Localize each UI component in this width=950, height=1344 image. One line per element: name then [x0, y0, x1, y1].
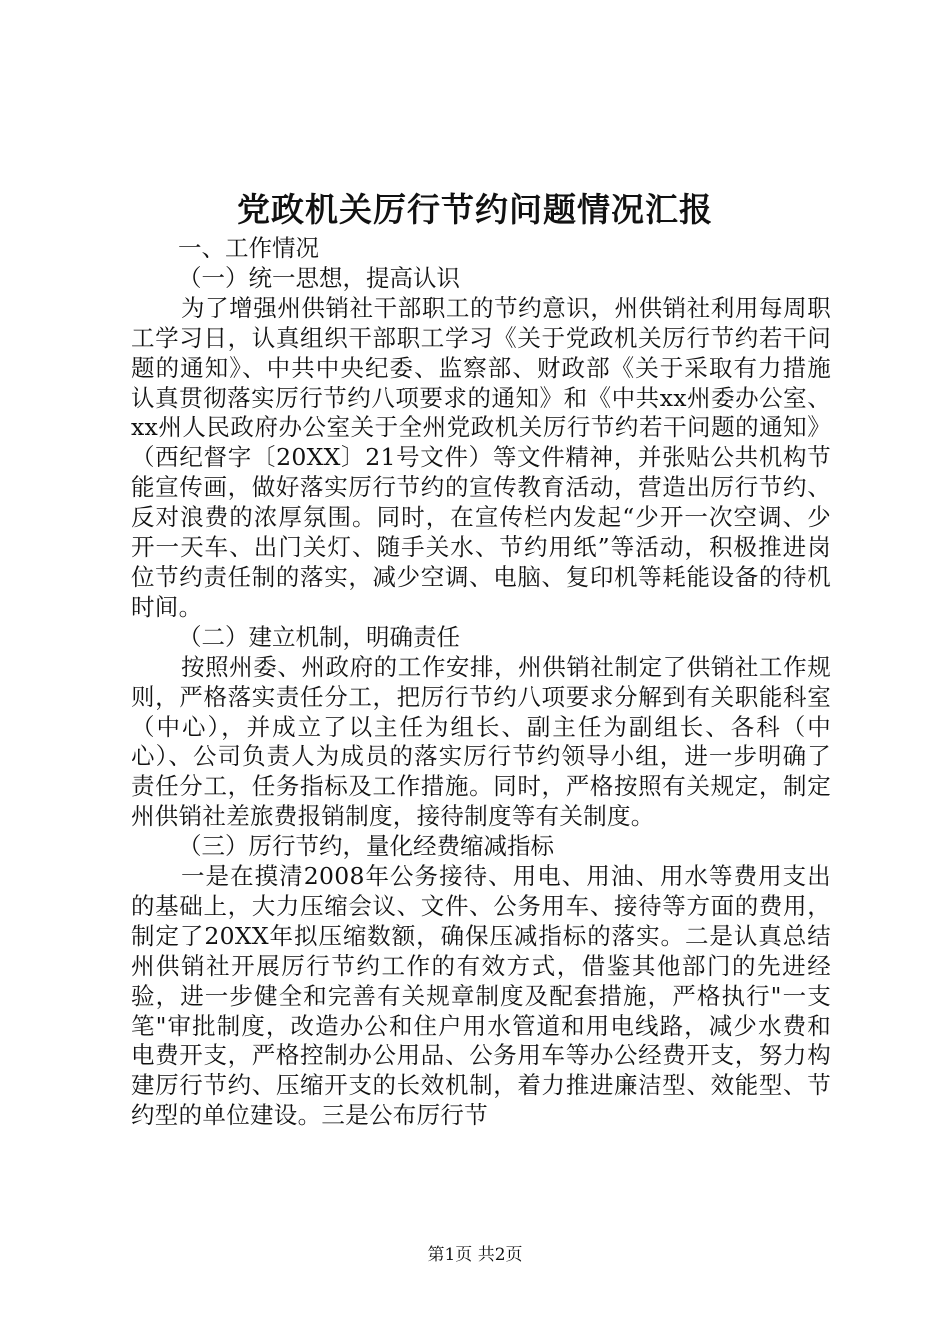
section-heading: 一、工作情况 — [178, 234, 319, 262]
subsection-heading: （二）建立机制，明确责任 — [178, 622, 460, 651]
page-footer: 第1页 共2页 — [427, 1245, 523, 1265]
subsection-heading: （三）厉行节约，量化经费缩减指标 — [178, 832, 554, 861]
paragraph: 为了增强州供销社干部职工的节约意识，州供销社利用每周职工学习日，认真组织干部职工学习《关于党政机关厉行节约若干问题的通知》、中共中央纪委、监察部、财政部《关于采取有力措施认真贯彻落实厉行节约八项要求的通知》和《中共xx州委办公室、xx州人民政府办公室关于全州党政机关厉行节约若干问题的通知》（西纪督字〔20XX〕21号文件）等文件精神，并张贴公共机构节能宣传画，做好落实厉行节约的宣传教育活动，营造出厉行节约、反对浪费的浓厚氛围。同时，在宣传栏内发起“少开一次空调、少开一天车、出门关灯、随手关水、节约用纸”等活动，积极推进岗位节约责任制的落实，减少空调、电脑、复印机等耗能设备的待机时间。 — [131, 293, 831, 621]
paragraph: 一是在摸清2008年公务接待、用电、用油、用水等费用支出的基础上，大力压缩会议、文件、公务用车、接待等方面的费用，制定了20XX年拟压缩数额，确保压减指标的落实。二是认真总结州供销社开展厉行节约工作的有效方式，借鉴其他部门的先进经验，进一步健全和完善有关规章制度及配套措施，严格执行"一支笔"审批制度，改造办公和住户用水管道和用电线路，减少水费和电费开支，严格控制办公用品、公务用车等办公经费开支，努力构建厉行节约、压缩开支的长效机制，着力推进廉洁型、效能型、节约型的单位建设。三是公布厉行节 — [131, 862, 831, 1130]
document-title: 党政机关厉行节约问题情况汇报 — [237, 190, 713, 229]
subsection-heading: （一）统一思想，提高认识 — [178, 263, 460, 292]
paragraph: 按照州委、州政府的工作安排，州供销社制定了供销社工作规则，严格落实责任分工，把厉行节约八项要求分解到有关职能科室（中心），并成立了以主任为组长、副主任为副组长、各科（中心）、公司负责人为成员的落实厉行节约领导小组，进一步明确了责任分工，任务指标及工作措施。同时，严格按照有关规定，制定州供销社差旅费报销制度，接待制度等有关制度。 — [131, 652, 831, 831]
document-body — [131, 234, 831, 1131]
